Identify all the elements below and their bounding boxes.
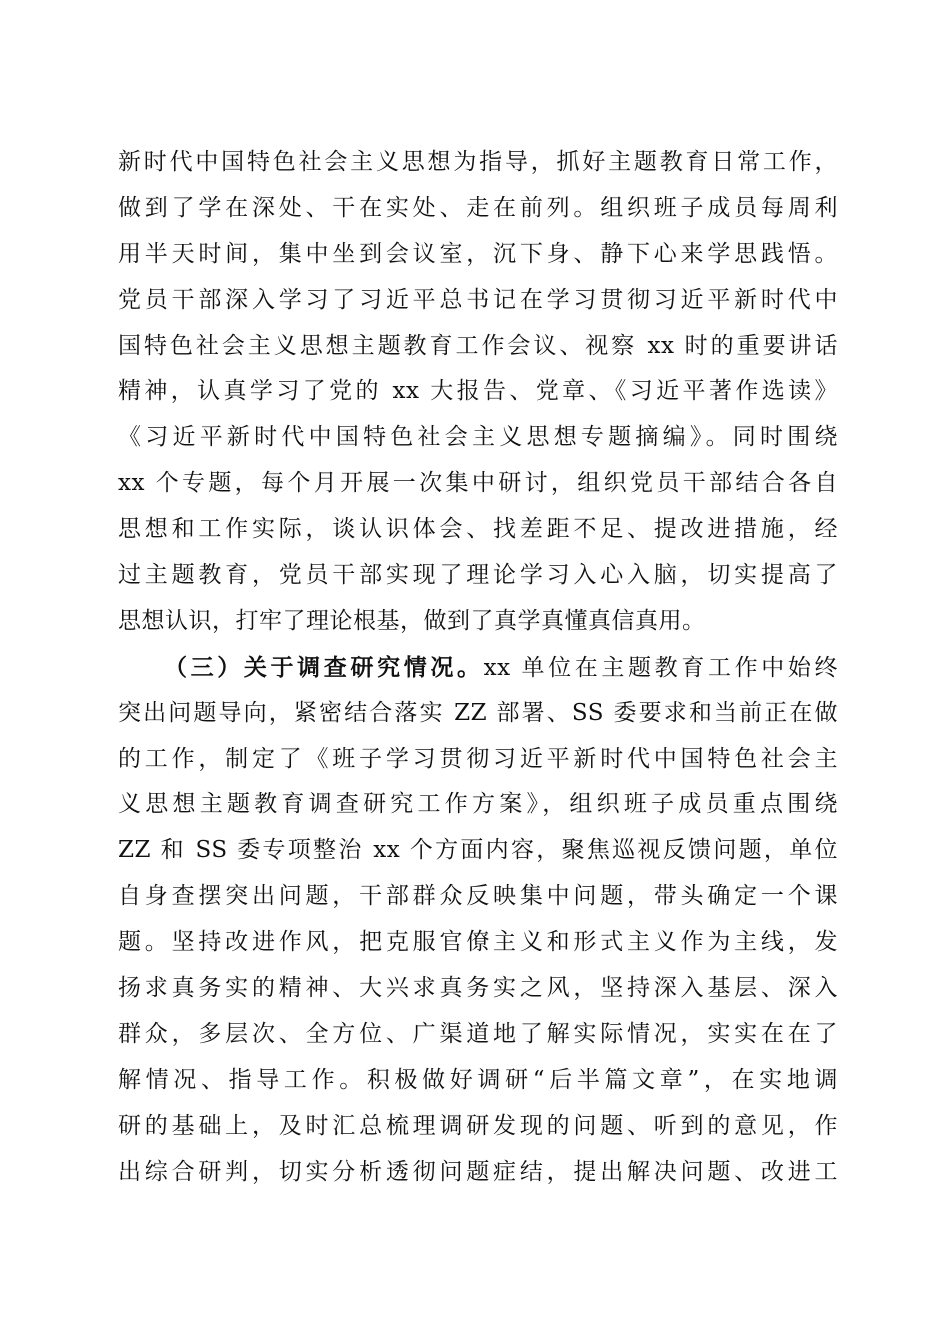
text-line: 研的基础上，及时汇总梳理调研发现的问题、听到的意见，作 [118, 1112, 838, 1139]
section-heading: （三）关于调查研究情况。 [164, 653, 484, 681]
text-line: 思想和工作实际，谈认识体会、找差距不足、提改进措施，经 [118, 516, 838, 543]
text-line: 国特色社会主义思想主题教育工作会议、视察 xx 时的重要讲话 [118, 332, 838, 359]
text-line: xx 个专题，每个月开展一次集中研讨，组织党员干部结合各自 [118, 470, 838, 497]
text-line: 过主题教育，党员干部实现了理论学习入心入脑，切实提高了 [118, 562, 838, 589]
text-line: 做到了学在深处、干在实处、走在前列。组织班子成员每周利 [118, 194, 838, 221]
paragraph-study [118, 140, 838, 645]
text-line: 新时代中国特色社会主义思想为指导，抓好主题教育日常工作， [118, 149, 838, 175]
paragraph-first-line [118, 645, 838, 691]
text-line: 义思想主题教育调查研究工作方案》，组织班子成员重点围绕 [118, 791, 838, 818]
text-line: 扬求真务实的精神、大兴求真务实之风，坚持深入基层、深入 [118, 975, 838, 1002]
text-run: xx 单位在主题教育工作中始终 [483, 654, 838, 681]
text-line: 解情况、指导工作。积极做好调研“后半篇文章”，在实地调 [118, 1066, 838, 1093]
text-line: ZZ 和 SS 委专项整治 xx 个方面内容，聚焦巡视反馈问题，单位 [118, 837, 838, 864]
text-line: 出综合研判，切实分析透彻问题症结，提出解决问题、改进工 [118, 1158, 838, 1185]
text-line: 思想认识，打牢了理论根基，做到了真学真懂真信真用。 [118, 607, 706, 634]
text-line: 题。坚持改进作风，把克服官僚主义和形式主义作为主线，发 [118, 929, 838, 956]
text-line: 《习近平新时代中国特色社会主义思想专题摘编》。同时围绕 [118, 424, 838, 451]
text-line: 的工作，制定了《班子学习贯彻习近平新时代中国特色社会主 [118, 745, 838, 772]
body-text [118, 140, 838, 1195]
text-line: 自身查摆突出问题，干部群众反映集中问题，带头确定一个课 [118, 883, 838, 910]
text-line: 党员干部深入学习了习近平总书记在学习贯彻习近平新时代中 [118, 286, 838, 313]
text-line: 突出问题导向，紧密结合落实 ZZ 部署、SS 委要求和当前正在做 [118, 699, 838, 726]
paragraph-research [118, 645, 838, 1196]
text-line: 用半天时间，集中坐到会议室，沉下身、静下心来学思践悟。 [118, 240, 838, 267]
text-line: 群众，多层次、全方位、广渠道地了解实际情况，实实在在了 [118, 1020, 838, 1047]
text-line: 精神，认真学习了党的 xx 大报告、党章、《习近平著作选读》 [118, 378, 838, 405]
